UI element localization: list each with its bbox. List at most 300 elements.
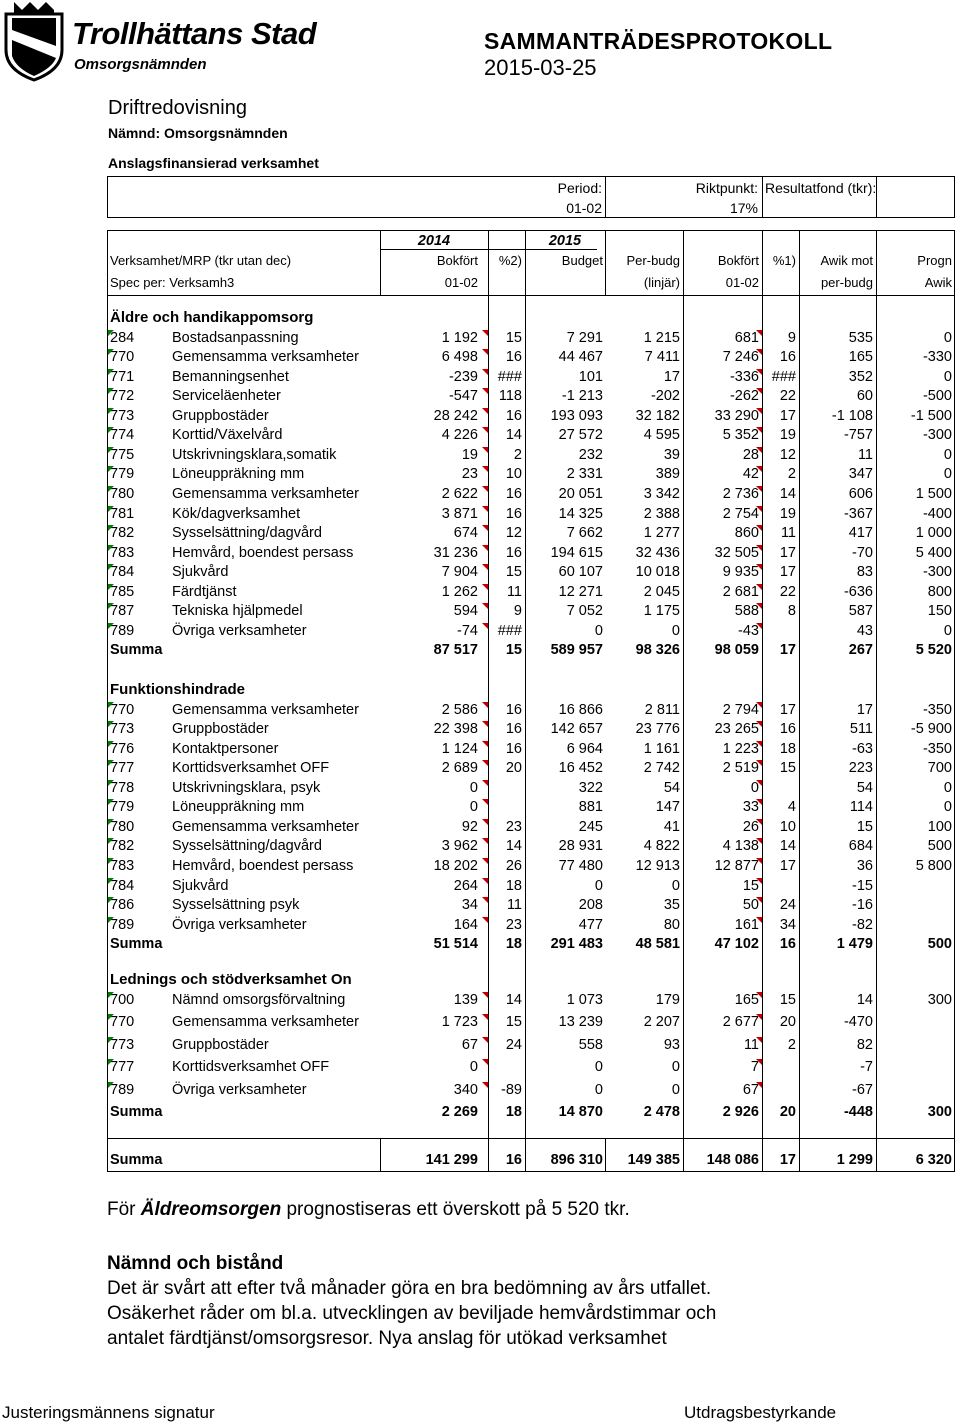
row-value: -67 (852, 1081, 873, 1098)
row-code: 783 (110, 857, 135, 874)
row-value: 17 (663, 368, 680, 385)
row-value: 20 051 (558, 485, 603, 502)
comment-marker-icon (482, 819, 488, 825)
grand-total-value: 1 299 (836, 1152, 873, 1168)
row-value: 674 (453, 525, 478, 542)
sum-value: 51 514 (433, 936, 478, 953)
row-value: 22 (779, 583, 796, 600)
row-value: 164 (453, 916, 478, 933)
row-value: 41 (663, 818, 680, 835)
section-heading: Nämnd och bistånd (107, 1253, 284, 1274)
row-code: 787 (110, 603, 135, 620)
row-value: 681 (734, 329, 759, 346)
grand-total-label: Summa (110, 1152, 163, 1168)
row-value: 477 (578, 916, 603, 933)
row-name: Bemanningsenhet (172, 368, 289, 385)
comment-marker-icon (756, 349, 762, 355)
row-name: Gruppbostäder (172, 407, 269, 424)
comment-marker-icon (482, 584, 488, 590)
comment-marker-icon (756, 623, 762, 629)
row-value: 19 (779, 505, 796, 522)
comment-marker-icon (756, 780, 762, 786)
comment-marker-icon (756, 545, 762, 551)
row-value: 3 962 (441, 838, 478, 855)
row-code: 780 (110, 818, 135, 835)
row-value: 0 (594, 1059, 603, 1076)
note-marker-icon (108, 349, 114, 355)
row-value: -547 (448, 388, 478, 405)
footer-certification: Utdragsbestyrkande (684, 1403, 837, 1422)
sum-value: 18 (505, 936, 522, 953)
row-value: 1 161 (643, 740, 680, 757)
row-name: Hemvård, boendest persass (172, 857, 354, 874)
comment-marker-icon (482, 486, 488, 492)
row-value: 0 (943, 329, 952, 346)
row-value: 12 (505, 525, 522, 542)
row-value: 0 (943, 466, 952, 483)
row-value: 100 (927, 818, 952, 835)
comment-marker-icon (756, 858, 762, 864)
row-name: Övriga verksamheter (172, 622, 307, 639)
row-value: 347 (848, 466, 873, 483)
row-value: 2 794 (722, 701, 759, 718)
paragraph-line-2: Osäkerhet råder om bl.a. utvecklingen av beviljade hemvårdstimmar och (107, 1303, 717, 1324)
row-value: 179 (655, 991, 680, 1008)
grand-total-value: 148 086 (706, 1152, 759, 1168)
row-value: -43 (738, 622, 759, 639)
row-value: 22 398 (433, 721, 478, 738)
row-value: 8 (787, 603, 796, 620)
note-marker-icon (108, 525, 114, 531)
row-value: 0 (943, 779, 952, 796)
row-value: -300 (922, 564, 952, 581)
row-code: 774 (110, 427, 135, 444)
comment-marker-icon (756, 447, 762, 453)
row-value: 118 (498, 388, 522, 405)
sum-value: 291 483 (550, 936, 603, 953)
section-title: Funktionshindrade (110, 681, 245, 698)
grand-total-value: 17 (779, 1152, 796, 1168)
row-code: 778 (110, 779, 135, 796)
row-value: 0 (943, 446, 952, 463)
comment-marker-icon (756, 1014, 762, 1020)
row-value: 4 595 (643, 427, 680, 444)
comment-marker-icon (482, 623, 488, 629)
row-value: 16 (505, 740, 522, 757)
row-value: 0 (750, 779, 759, 796)
column-header: Per-budg (626, 253, 680, 268)
row-value: 31 236 (433, 544, 478, 561)
row-name: Kontaktpersoner (172, 740, 279, 757)
row-code: 284 (110, 329, 135, 346)
comment-marker-icon (482, 545, 488, 551)
note-marker-icon (108, 545, 114, 551)
row-value: 1 073 (566, 991, 603, 1008)
row-value: 101 (578, 368, 603, 385)
row-code: 773 (110, 407, 135, 424)
row-value: 245 (578, 818, 603, 835)
row-value: 264 (453, 877, 478, 894)
comment-marker-icon (482, 408, 488, 414)
row-value: ### (497, 622, 522, 639)
row-code: 781 (110, 505, 135, 522)
section-title: Äldre och handikappomsorg (110, 309, 314, 326)
row-value: 23 265 (714, 721, 759, 738)
row-value: 0 (469, 1059, 478, 1076)
row-code: 772 (110, 388, 135, 405)
brand-name: Trollhättans Stad (72, 16, 317, 51)
year-2014-header: 2014 (417, 233, 451, 249)
row-value: 11 (780, 525, 796, 542)
row-code: 775 (110, 446, 135, 463)
comment-marker-icon (756, 760, 762, 766)
row-name: Gruppbostäder (172, 721, 269, 738)
row-value: 2 (787, 466, 796, 483)
row-value: 18 (779, 740, 796, 757)
row-code: 789 (110, 916, 135, 933)
row-value: -70 (852, 544, 873, 561)
row-value: 60 (856, 388, 873, 405)
row-code: 789 (110, 1081, 135, 1098)
row-value: 1 215 (643, 329, 680, 346)
row-value: -89 (501, 1081, 522, 1098)
row-value: 14 325 (558, 505, 603, 522)
comment-marker-icon (482, 838, 488, 844)
row-value: -336 (729, 368, 759, 385)
column-header-spec: Spec per: Verksamh3 (110, 275, 235, 290)
riktpunkt-label: Riktpunkt: (695, 180, 758, 196)
row-value: 2 207 (643, 1014, 680, 1031)
comment-marker-icon (756, 702, 762, 708)
row-name: Bostadsanpassning (172, 329, 299, 346)
row-value: -202 (650, 388, 680, 405)
comment-marker-icon (482, 858, 488, 864)
comment-marker-icon (756, 721, 762, 727)
row-value: 193 093 (550, 407, 603, 424)
note-marker-icon (108, 702, 114, 708)
summary-post: prognostiseras ett överskott på 5 520 tkr. (281, 1199, 630, 1220)
comment-marker-icon (756, 1037, 762, 1043)
sum-value: 48 581 (635, 936, 680, 953)
row-code: 785 (110, 583, 135, 600)
row-value: 17 (779, 544, 796, 561)
row-value: 11 (506, 583, 522, 600)
row-value: 594 (453, 603, 478, 620)
row-value: 19 (461, 446, 478, 463)
note-marker-icon (108, 1037, 114, 1043)
document-date: 2015-03-25 (484, 55, 597, 80)
sum-value: 98 326 (635, 642, 680, 659)
comment-marker-icon (482, 388, 488, 394)
row-value: 800 (927, 583, 952, 600)
row-value: -1 213 (561, 388, 603, 405)
comment-marker-icon (756, 819, 762, 825)
row-code: 770 (110, 1014, 135, 1031)
row-value: 34 (779, 916, 796, 933)
comment-marker-icon (482, 799, 488, 805)
row-value: -5 900 (910, 721, 952, 738)
row-value: 389 (655, 466, 680, 483)
note-marker-icon (108, 564, 114, 570)
row-value: 2 586 (441, 701, 478, 718)
comment-marker-icon (756, 878, 762, 884)
row-value: 32 436 (635, 544, 680, 561)
row-value: 16 (505, 349, 522, 366)
comment-marker-icon (482, 1059, 488, 1065)
row-value: 12 877 (714, 857, 759, 874)
row-value: -757 (843, 427, 873, 444)
row-value: 2 622 (441, 485, 478, 502)
comment-marker-icon (482, 427, 488, 433)
row-value: 16 (779, 721, 796, 738)
row-value: 1 500 (915, 485, 952, 502)
row-value: 80 (663, 916, 680, 933)
comment-marker-icon (756, 741, 762, 747)
row-value: 0 (594, 877, 603, 894)
comment-marker-icon (482, 878, 488, 884)
row-value: 7 411 (644, 349, 680, 366)
report-board: Nämnd: Omsorgsnämnden (108, 125, 288, 141)
row-value: 23 776 (635, 721, 680, 738)
row-name: Serviceläenheter (172, 388, 281, 405)
row-value: 10 (779, 818, 796, 835)
paragraph-line-3: antalet färdtjänst/omsorgsresor. Nya anslag för utökad verksamhet (107, 1328, 667, 1349)
row-value: 42 (742, 466, 759, 483)
row-value: 5 400 (915, 544, 952, 561)
comment-marker-icon (482, 741, 488, 747)
row-value: 36 (856, 857, 873, 874)
note-marker-icon (108, 369, 114, 375)
note-marker-icon (108, 584, 114, 590)
row-value: 14 (505, 991, 522, 1008)
row-name: Sysselsättning psyk (172, 897, 300, 914)
row-value: 15 (856, 818, 873, 835)
comment-marker-icon (756, 486, 762, 492)
note-marker-icon (108, 780, 114, 786)
column-header: Budget (561, 253, 603, 268)
comment-marker-icon (482, 525, 488, 531)
comment-marker-icon (756, 584, 762, 590)
row-value: 35 (663, 897, 680, 914)
comment-marker-icon (756, 506, 762, 512)
row-value: 26 (505, 857, 522, 874)
row-value: 0 (594, 622, 603, 639)
comment-marker-icon (756, 992, 762, 998)
row-value: 0 (469, 799, 478, 816)
row-value: 7 (750, 1059, 759, 1076)
row-value: 15 (505, 564, 522, 581)
row-value: 17 (779, 857, 796, 874)
row-value: 6 498 (441, 349, 478, 366)
row-value: 606 (848, 485, 873, 502)
sum-value: 20 (779, 1104, 796, 1121)
comment-marker-icon (482, 721, 488, 727)
row-value: ### (771, 368, 796, 385)
row-value: 4 226 (441, 427, 478, 444)
row-code: 789 (110, 622, 135, 639)
row-value: 352 (848, 368, 873, 385)
row-value: 2 681 (722, 583, 759, 600)
row-value: 16 (779, 349, 796, 366)
row-code: 777 (110, 1059, 135, 1076)
sum-value: 98 059 (714, 642, 759, 659)
sum-value: -448 (843, 1104, 873, 1121)
sum-value: 5 520 (915, 642, 952, 659)
row-value: -470 (843, 1014, 873, 1031)
row-value: 558 (578, 1036, 603, 1053)
sum-label: Summa (110, 1104, 163, 1121)
comment-marker-icon (482, 702, 488, 708)
row-value: 0 (671, 1081, 680, 1098)
row-value: 9 (787, 329, 796, 346)
row-name: Gemensamma verksamheter (172, 485, 359, 502)
row-value: 23 (505, 818, 522, 835)
row-value: 165 (848, 349, 873, 366)
paragraph-line-1: Det är svårt att efter två månader göra en bra bedömning av års utfallet. (107, 1278, 712, 1299)
sum-value: 589 957 (550, 642, 603, 659)
note-marker-icon (108, 819, 114, 825)
row-name: Gemensamma verksamheter (172, 818, 359, 835)
row-value: 4 822 (643, 838, 680, 855)
row-code: 771 (110, 368, 135, 385)
row-value: 20 (505, 760, 522, 777)
comment-marker-icon (756, 838, 762, 844)
row-value: -82 (852, 916, 873, 933)
row-code: 782 (110, 838, 135, 855)
row-value: 92 (461, 818, 478, 835)
row-value: 0 (469, 779, 478, 796)
row-value: 10 018 (635, 564, 680, 581)
row-value: 2 677 (722, 1014, 759, 1031)
note-marker-icon (108, 603, 114, 609)
row-name: Övriga verksamheter (172, 916, 307, 933)
row-value: 14 (856, 991, 873, 1008)
row-value: 83 (856, 564, 873, 581)
sum-value: 18 (505, 1104, 522, 1121)
row-value: 16 (505, 701, 522, 718)
column-header: Bokfört (436, 253, 478, 268)
row-value: 2 (787, 1036, 796, 1053)
row-value: 1 723 (441, 1014, 478, 1031)
row-value: 28 242 (433, 407, 478, 424)
row-value: 23 (505, 916, 522, 933)
row-value: 60 107 (558, 564, 603, 581)
row-value: 1 277 (643, 525, 680, 542)
row-value: 1 124 (441, 740, 478, 757)
note-marker-icon (108, 623, 114, 629)
row-name: Hemvård, boendest persass (172, 544, 354, 561)
comment-marker-icon (756, 917, 762, 923)
comment-marker-icon (756, 564, 762, 570)
row-value: 322 (578, 779, 603, 796)
column-header: Progn (917, 253, 952, 268)
comment-marker-icon (482, 1037, 488, 1043)
row-value: 417 (848, 525, 873, 542)
resultatfond-label: Resultatfond (tkr): (765, 180, 877, 196)
row-value: 147 (655, 799, 680, 816)
sum-value: 87 517 (433, 642, 478, 659)
comment-marker-icon (756, 427, 762, 433)
column-header-sub: 01-02 (725, 275, 759, 290)
row-value: -239 (448, 368, 478, 385)
row-value: -367 (843, 505, 873, 522)
row-name: Gemensamma verksamheter (172, 701, 359, 718)
row-value: -330 (922, 349, 952, 366)
note-marker-icon (108, 1082, 114, 1088)
row-value: -350 (922, 740, 952, 757)
row-value: -1 108 (831, 407, 873, 424)
row-value: 2 736 (722, 485, 759, 502)
comment-marker-icon (756, 897, 762, 903)
row-value: 12 913 (635, 857, 680, 874)
row-value: 82 (856, 1036, 873, 1053)
row-value: 142 657 (550, 721, 603, 738)
row-value: 161 (734, 916, 759, 933)
sum-value: 2 926 (722, 1104, 759, 1121)
row-value: 20 (779, 1014, 796, 1031)
row-value: 340 (453, 1081, 478, 1098)
row-value: 300 (927, 991, 952, 1008)
row-value: 3 342 (643, 485, 680, 502)
row-code: 777 (110, 760, 135, 777)
grand-total-value: 149 385 (627, 1152, 680, 1168)
comment-marker-icon (482, 992, 488, 998)
row-value: 10 (505, 466, 522, 483)
brand-subtitle: Omsorgsnämnden (74, 56, 207, 73)
column-header: %2) (498, 253, 522, 268)
row-value: 15 (505, 329, 522, 346)
row-value: 14 (779, 838, 796, 855)
row-value: 24 (779, 897, 796, 914)
row-name: Sysselsättning/dagvård (172, 838, 322, 855)
row-value: 2 519 (722, 760, 759, 777)
row-value: 7 246 (722, 349, 759, 366)
sum-value: 1 479 (836, 936, 873, 953)
row-value: 194 615 (550, 544, 603, 561)
row-value: 0 (671, 1059, 680, 1076)
row-value: 150 (927, 603, 952, 620)
row-value: 93 (663, 1036, 680, 1053)
row-name: Färdtjänst (172, 583, 237, 600)
comment-marker-icon (482, 349, 488, 355)
row-value: -15 (852, 877, 873, 894)
row-name: Gruppbostäder (172, 1036, 269, 1053)
row-name: Löneuppräkning mm (172, 466, 305, 483)
row-value: 54 (856, 779, 873, 796)
report-title: Driftredovisning (108, 97, 247, 119)
row-value: 67 (742, 1081, 759, 1098)
row-value: 0 (943, 622, 952, 639)
year-2015-header: 2015 (548, 233, 582, 249)
row-value: 2 811 (644, 701, 680, 718)
row-value: 7 662 (566, 525, 603, 542)
row-value: -7 (860, 1059, 873, 1076)
row-value: 27 572 (558, 427, 603, 444)
row-value: 9 (513, 603, 522, 620)
row-name: Korttidsverksamhet OFF (172, 760, 330, 777)
row-value: 54 (663, 779, 680, 796)
city-logo (2, 0, 66, 82)
comment-marker-icon (756, 466, 762, 472)
row-value: 15 (505, 1014, 522, 1031)
comment-marker-icon (482, 447, 488, 453)
row-value: 4 138 (722, 838, 759, 855)
row-value: 77 480 (558, 857, 603, 874)
row-value: 24 (505, 1036, 522, 1053)
sum-label: Summa (110, 936, 163, 953)
sum-label: Summa (110, 642, 163, 659)
period-box (107, 176, 955, 218)
